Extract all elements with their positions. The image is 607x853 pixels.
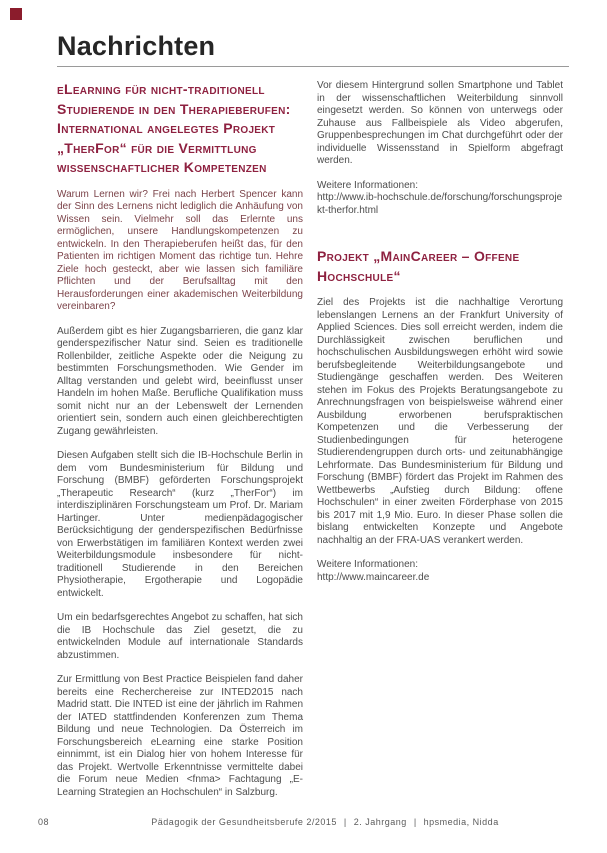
footer-publisher: hpsmedia, Nidda [423,817,499,827]
page-title: Nachrichten [57,31,216,61]
info-label: Weitere Informationen: [317,559,418,570]
left-column [57,80,303,811]
body-paragraph: Außerdem gibt es hier Zugangsbarrieren, die ganz klar genderspezifischer Natur sind. Seien es traditionelle Rollenbilder, zeitliche Aspekte oder die Neigung zu bestimmten Forschungsmethoden. Wie Gender im Alltag verstanden und gelebt wird, beeinflusst unser Handeln im hohen Maße. Berufliche Qualifikation muss somit nicht nur an der Lebenswelt der Lernenden orientiert sein, sondern auch einen gleichberechtigten Zugang gewährleisten. [57,325,303,437]
body-paragraph: Ziel des Projekts ist die nachhaltige Verortung lebenslangen Lernens an der Frankfurt University of Applied Sciences. Dies soll erreicht werden, indem die Durchlässigkeit zwischen beruflichen und hochschulischen Ausbildungswegen erhöht wird sowie berufsbegleitende Weiterbildungsangebote und Studiengänge geschaffen werden. Des Weiteren stehen im Fokus des Projekts Beratungsangebote zu Anrechnungsfragen von beispielsweise während einer Ausbildung erworbenen berufspraktischen Kompetenzen und die Verbesserung der Studienbedingungen für heterogene Studierendengruppen durch orts- und zeitunabhängige Lehrformate. Das Bundesministerium für Bildung und Forschung (BMBF) fördert das Projekt im Rahmen des Wettbewerbs „Aufstieg durch Bildung: offene Hochschulen“ in einer zweiten Förderphase von 2015 bis 2017 mit 1,9 Mio. Euro. In dieser Phase sollen die bislang entwickelten Konzepte und Angebote nachhaltig an der FRA-UAS verankert werden. [317,297,563,546]
body-paragraph: Vor diesem Hintergrund sollen Smartphone und Tablet in der wissenschaftlichen Weiterbildung sinnvoll eingesetzt werden. So können von unterwegs oder Zuhause aus Fallbeispiele als Video abgerufen, Gruppenbesprechungen im Chat durchgeführt oder der individuelle Wissensstand in Spielform abgefragt werden. [317,80,563,166]
footer-page-number: 08 [38,817,50,827]
footer-volume: 2. Jahrgang [353,817,407,827]
footer-separator: | [413,817,417,827]
article-heading-maincareer: Projekt „MainCareer – Offene Hochschule“ [317,248,520,284]
corner-marker [10,8,22,20]
footer-journal-line [110,817,540,827]
body-paragraph: Zur Ermittlung von Best Practice Beispielen fand daher bereits eine Recherchereise zur INTED2015 nach Madrid statt. Die INTED ist eine der jährlich im Rahmen der IATED stattfindenden Konferenzen zum Thema Bildung und neue Technologien. Da Österreich im Forschungsbereich eLearning eine starke Position einnimmt, ist ein Dialog hier von hohem Interesse für das Projekt. Wertvolle Erkenntnisse vermittelte dabei die Forum neue Medien <fnma> Fachtagung „E-Learning Strategien an Hochschulen“ in Salzburg. [57,674,303,798]
footer-journal-title: Pädagogik der Gesundheitsberufe 2/2015 [151,817,337,827]
body-paragraph: Um ein bedarfsgerechtes Angebot zu schaffen, hat sich die IB Hochschule das Ziel gesetzt, die zu entwickelnden Module auf internationale Standards abzustimmen. [57,612,303,661]
info-url-therfor [317,192,563,217]
body-paragraph: Diesen Aufgaben stellt sich die IB-Hochschule Berlin in dem vom Bundesministerium für Bildung und Forschung (BMBF) geförderten Forschungsprojekt „Therapeutic Research“ (kurz „TherFor“) im interdisziplinären Forschungsteam um Prof. Dr. Mariam Hartinger. Unter medienpädagogischer Berücksichtigung der genderspezifischen Bedürfnisse von Erwerbstätigen im familiären Kontext werden zwei Weiterbildungsmodule insbesondere für nicht-traditionell Studierende in den Bereichen Physiotherapie, Ergotherapie und Logopädie entwickelt. [57,450,303,599]
article-heading-therfor: eLearning für nicht-traditionell Studierende in den Therapieberufen: International angelegtes Projekt „TherFor“ für die Vermittlung wissenschaftlicher Kompetenzen [57,81,291,175]
page-header [57,31,569,67]
info-label: Weitere Informationen: [317,179,418,191]
footer-separator: | [343,817,347,827]
title-rule [57,66,569,67]
lead-paragraph: Warum Lernen wir? Frei nach Herbert Spencer kann der Sinn des Lernens nicht lediglich die Anhäufung von Wissen sein. Vielmehr soll das Erlernte uns ermöglichen, unsere Handlungskompetenzen zu entwickeln. In den Therapieberufen heißt das, für den Patienten im richtigen Moment das richtige tun. Hehre Ziele hoch gesteckt, aber wie lassen sich familiäre Pflichten und der Berufsalltag mit den Herausforderungen einer akademischen Weiterbildung vereinbaren? [57,188,303,312]
article-columns [57,80,563,811]
right-column [317,80,563,811]
therfor-link[interactable]: http://www.ib-hochschule.de/forschung/forschungsprojekt-therfor.html [317,192,563,216]
info-url-maincareer [317,572,563,585]
maincareer-link[interactable]: http://www.maincareer.de [317,571,430,583]
